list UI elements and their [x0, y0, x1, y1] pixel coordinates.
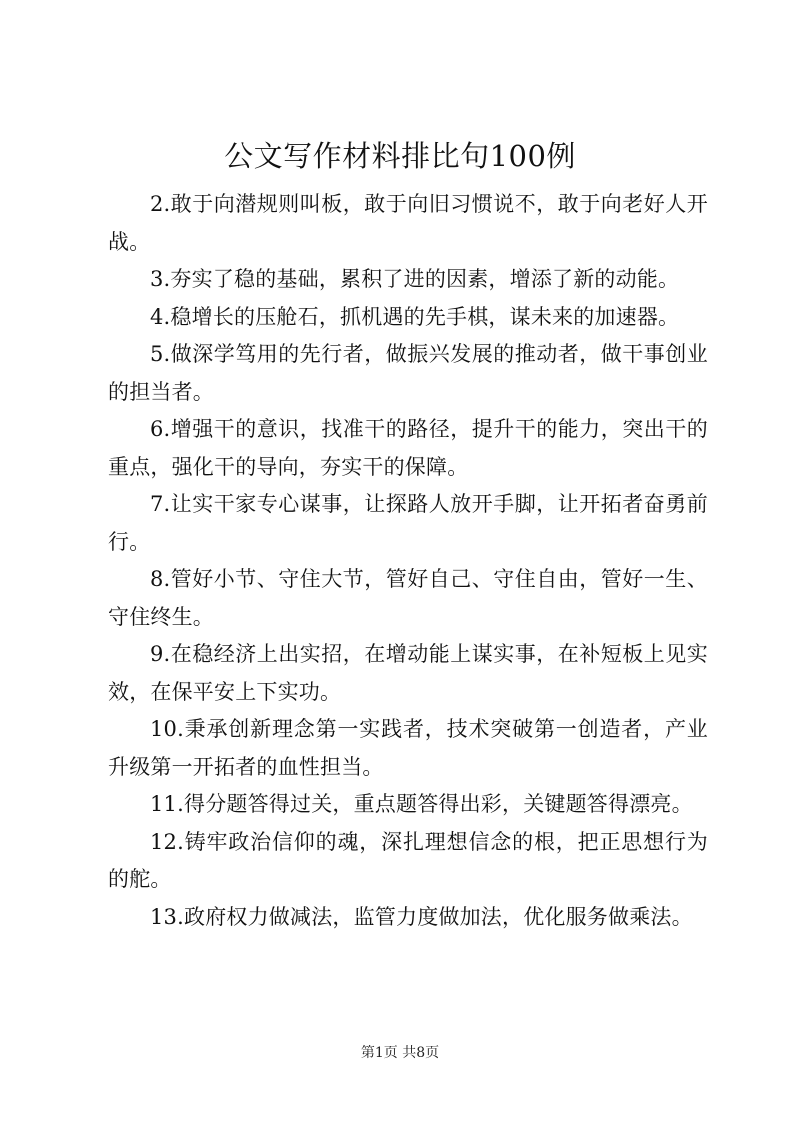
page-footer: 第1页 共8页: [360, 1045, 440, 1061]
paragraph-11: 11.得分题答得过关，重点题答得出彩，关键题答得漂亮。: [150, 792, 693, 816]
document-body: [108, 186, 708, 936]
paragraph-12: 12.铸牢政治信仰的魂，深扎理想信念的根，把正思想行为的舵。: [108, 829, 708, 891]
paragraph-5: 5.做深学笃用的先行者，做振兴发展的推动者，做干事创业的担当者。: [108, 342, 708, 404]
document-title: 公文写作材料排比句100例: [224, 139, 576, 173]
paragraph-2: 2.敢于向潜规则叫板，敢于向旧习惯说不，敢于向老好人开战。: [108, 192, 708, 254]
paragraph-9: 9.在稳经济上出实招，在增动能上谋实事，在补短板上见实效，在保平安上下实功。: [108, 642, 708, 704]
paragraph-3: 3.夯实了稳的基础，累积了进的因素，增添了新的动能。: [150, 267, 680, 291]
paragraph-7: 7.让实干家专心谋事，让探路人放开手脚，让开拓者奋勇前行。: [108, 492, 708, 554]
paragraph-6: 6.增强干的意识，找准干的路径，提升干的能力，突出干的重点，强化干的导向，夯实干的保障。: [108, 417, 708, 479]
paragraph-13: 13.政府权力做减法，监管力度做加法，优化服务做乘法。: [150, 904, 693, 929]
paragraph-10: 10.秉承创新理念第一实践者，技术突破第一创造者，产业升级第一开拓者的血性担当。: [108, 717, 708, 779]
paragraph-4: 4.稳增长的压舱石，抓机遇的先手棋，谋未来的加速器。: [150, 304, 680, 329]
paragraph-8: 8.管好小节、守住大节，管好自己、守住自由，管好一生、守住终生。: [108, 567, 708, 629]
